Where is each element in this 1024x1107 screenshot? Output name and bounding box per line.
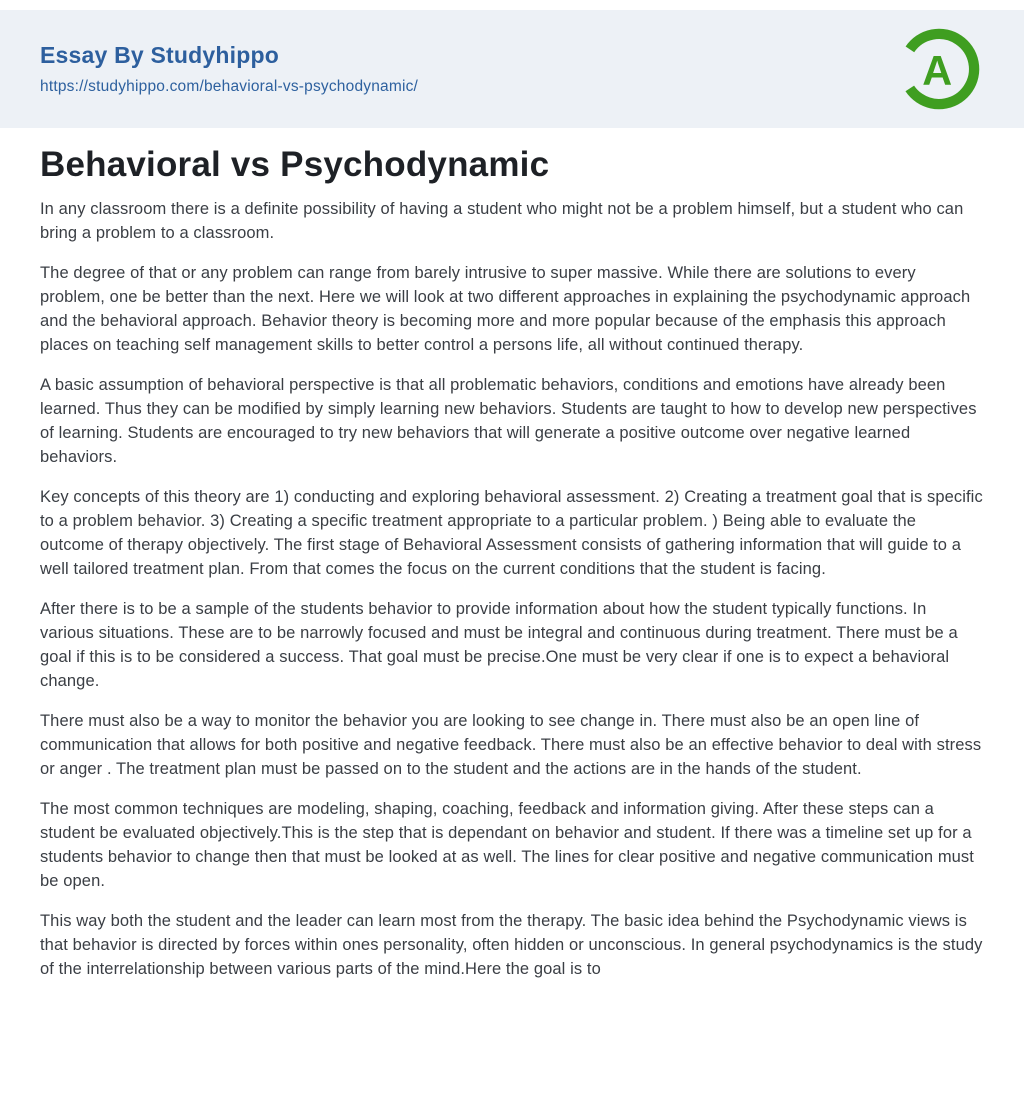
page-header xyxy=(0,10,1024,128)
site-title: Essay By Studyhippo xyxy=(40,42,279,68)
essay-title: Behavioral vs Psychodynamic xyxy=(40,145,550,184)
essay-paragraph: The degree of that or any problem can range from barely intrusive to super massive. While there are solutions to every problem, one be better than the next. Here we will look at two different approaches in explaining the psychodynamic approach and the behavioral approach. Behavior theory is becoming more and more popular because of the emphasis this approach places on teaching self management skills to better control a persons life, all without continued therapy. xyxy=(40,264,971,354)
essay-paragraph: The most common techniques are modeling, shaping, coaching, feedback and information giving. After these steps can a student be evaluated objectively.This is the step that is dependant on behavior and student. If there was a timeline set up for a students behavior to change then that must be looked at as well. The lines for clear positive and negative communication must be open. xyxy=(40,800,974,890)
studyhippo-logo-icon xyxy=(894,24,984,114)
source-url-link[interactable]: https://studyhippo.com/behavioral-vs-psychodynamic/ xyxy=(40,78,419,95)
logo-letter: A xyxy=(922,47,953,94)
essay-paragraph: In any classroom there is a definite possibility of having a student who might not be a problem himself, but a student who can bring a problem to a classroom. xyxy=(40,200,964,242)
essay-content xyxy=(0,145,1024,981)
essay-paragraph: There must also be a way to monitor the behavior you are looking to see change in. There must also be an open line of communication that allows for both positive and negative feedback. There must also be an effective behavior to deal with stress or anger . The treatment plan must be passed on to the student and the actions are in the hands of the student. xyxy=(40,712,982,778)
essay-paragraph: After there is to be a sample of the students behavior to provide information about how the student typically functions. In various situations. These are to be narrowly focused and must be integral and continuous during treatment. There must be a goal if this is to be considered a success. That goal must be precise.One must be very clear if one is to expect a behavioral change. xyxy=(40,600,958,690)
essay-paragraph: A basic assumption of behavioral perspective is that all problematic behaviors, conditions and emotions have already been learned. Thus they can be modified by simply learning new behaviors. Students are taught to how to develop new perspectives of learning. Students are encouraged to try new behaviors that will generate a positive outcome over negative learned behaviors. xyxy=(40,376,977,466)
essay-paragraph: Key concepts of this theory are 1) conducting and exploring behavioral assessment. 2) Creating a treatment goal that is specific to a problem behavior. 3) Creating a specific treatment appropriate to a particular problem. ) Being able to evaluate the outcome of therapy objectively. The first stage of Behavioral Assessment consists of gathering information that will guide to a well tailored treatment plan. From that comes the focus on the current conditions that the student is facing. xyxy=(40,488,983,578)
essay-paragraph: This way both the student and the leader can learn most from the therapy. The basic idea behind the Psychodynamic views is that behavior is directed by forces within ones personality, often hidden or unconscious. In general psychodynamics is the study of the interrelationship between various parts of the mind.Here the goal is to xyxy=(40,912,983,978)
header-text-block xyxy=(40,42,418,96)
